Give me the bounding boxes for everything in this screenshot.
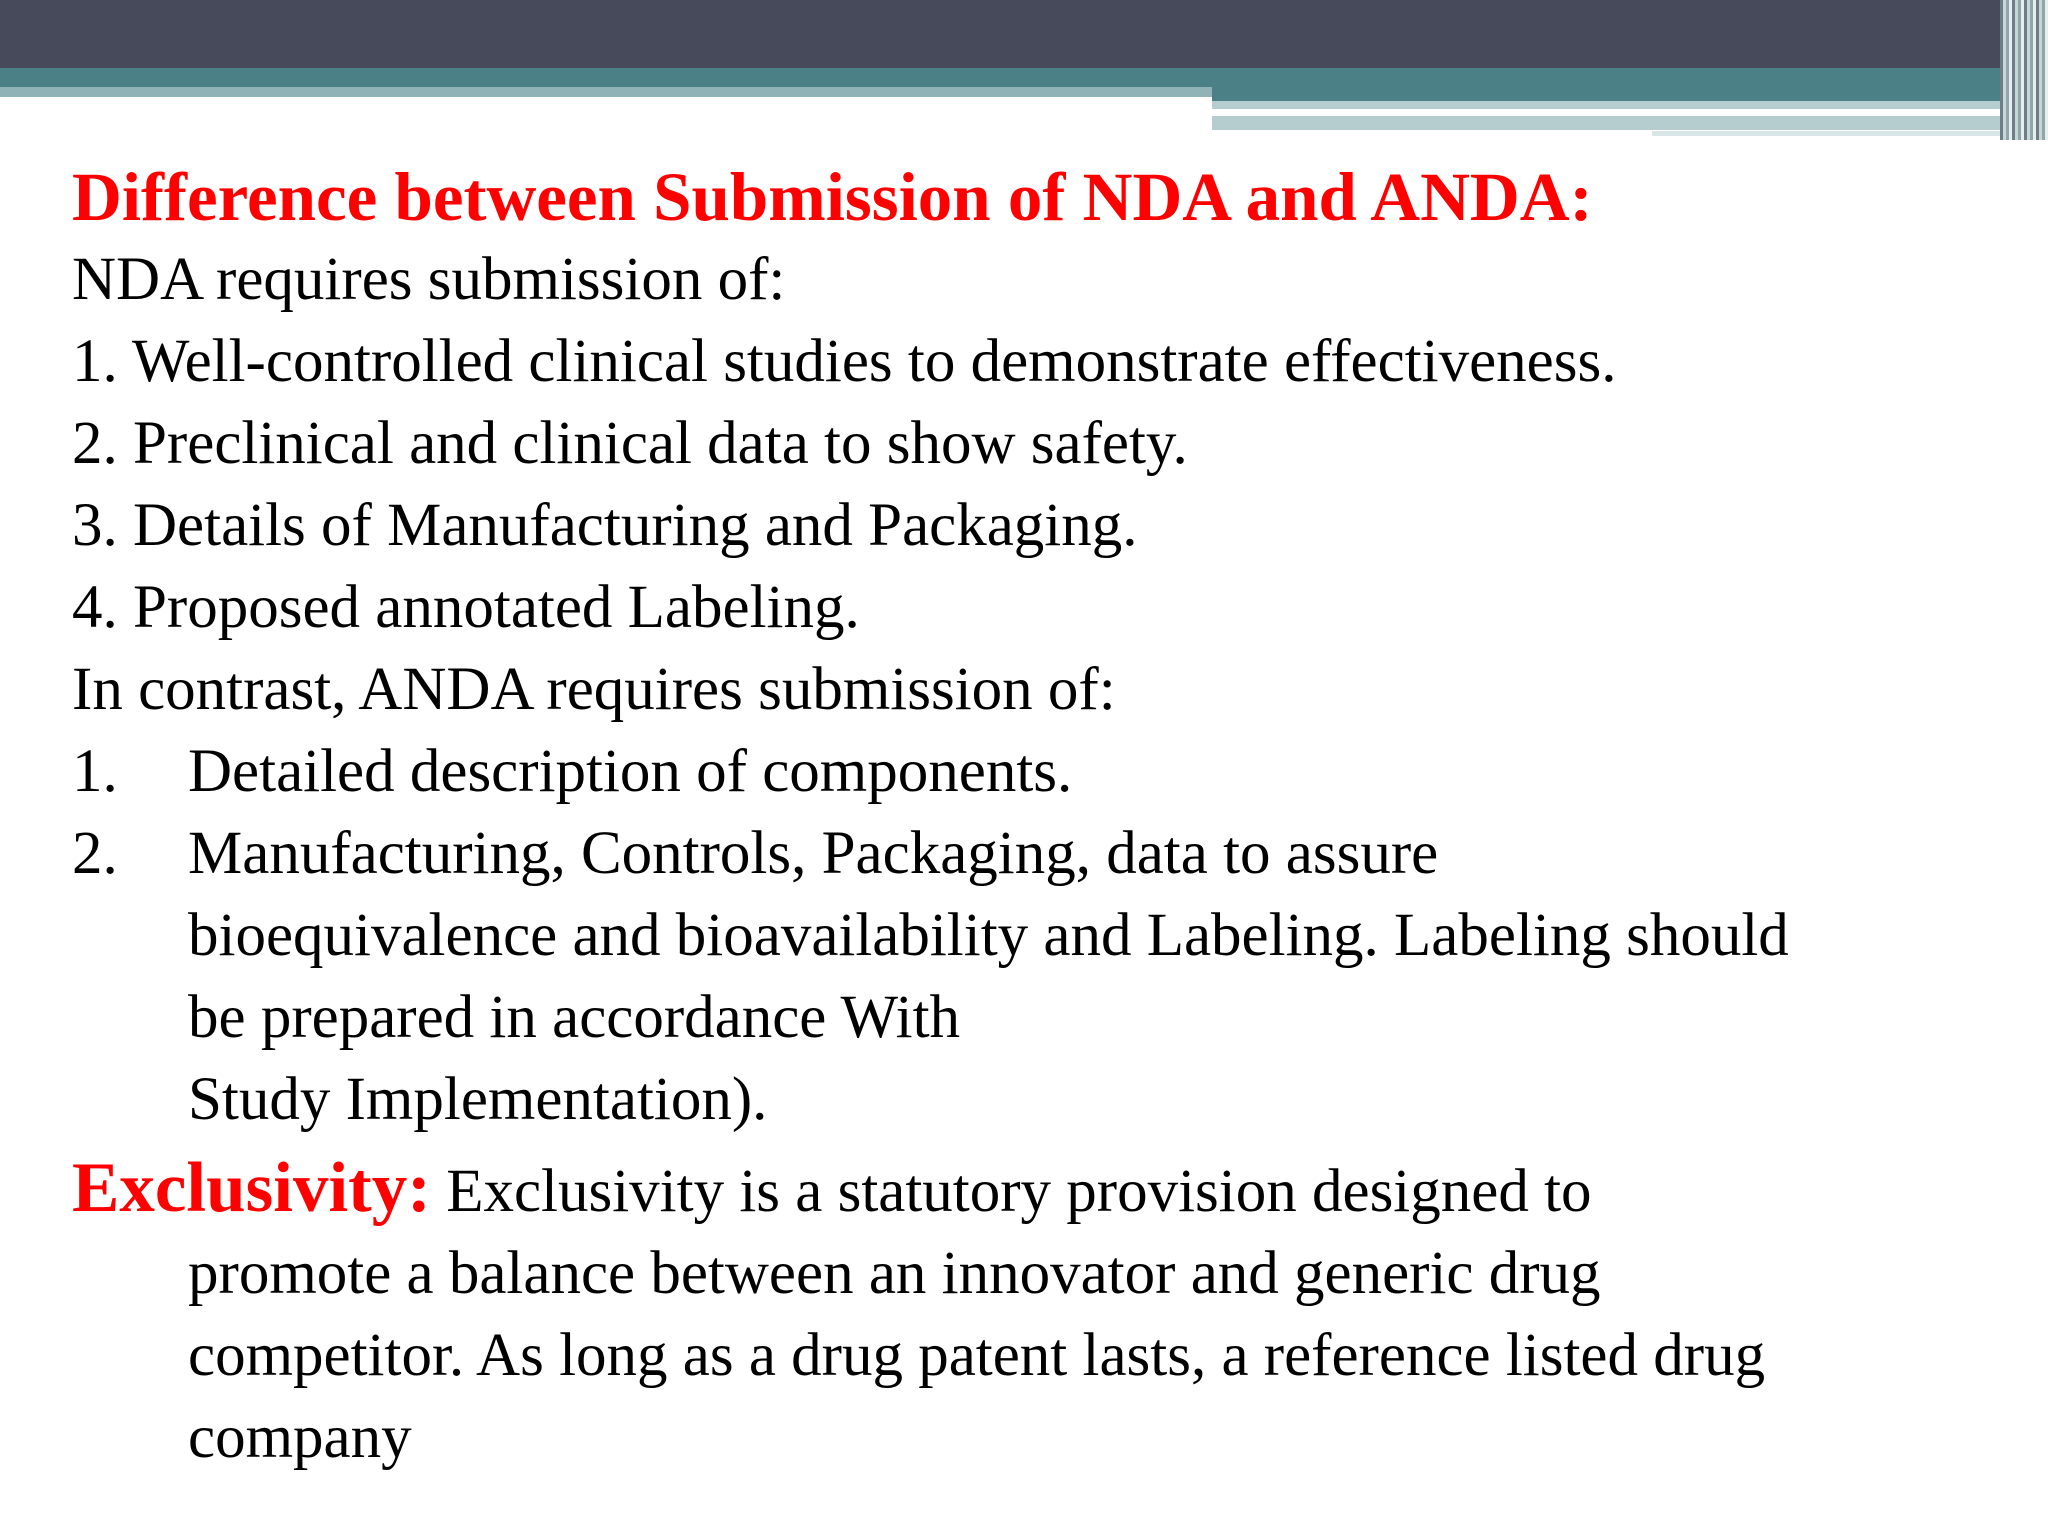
exclusivity-paragraph bbox=[72, 1147, 1992, 1479]
anda-item-line: bioequivalence and bioavailability and Labeling. Labeling should bbox=[188, 902, 1789, 969]
nda-item: 4. Proposed annotated Labeling. bbox=[72, 574, 860, 641]
exclusivity-line: company bbox=[188, 1404, 412, 1471]
nda-item: 3. Details of Manufacturing and Packaging. bbox=[72, 492, 1138, 559]
nda-item: 1. Well-controlled clinical studies to demonstrate effectiveness. bbox=[72, 328, 1617, 395]
anda-item-number: 2. bbox=[72, 820, 118, 887]
exclusivity-continuation bbox=[72, 1233, 1992, 1479]
anda-item-line: be prepared in accordance With bbox=[188, 984, 961, 1051]
anda-item-number: 1. bbox=[72, 738, 118, 805]
nda-item: 2. Preclinical and clinical data to show safety. bbox=[72, 410, 1188, 477]
exclusivity-line: promote a balance between an innovator and generic drug bbox=[188, 1240, 1601, 1307]
anda-item bbox=[72, 813, 1992, 1141]
header-bar-dark bbox=[0, 0, 2048, 68]
anda-intro: In contrast, ANDA requires submission of: bbox=[72, 656, 1116, 723]
anda-item-text bbox=[188, 813, 1992, 1141]
header-bar-light-right-lower bbox=[1212, 116, 2048, 130]
anda-item-text bbox=[188, 731, 1992, 813]
slide-body bbox=[72, 155, 1992, 1479]
header-stripe-accent bbox=[2000, 0, 2048, 140]
header-bar-light-right bbox=[1212, 101, 2048, 109]
exclusivity-label: Exclusivity: bbox=[72, 1149, 431, 1227]
anda-item-line: Detailed description of components. bbox=[188, 738, 1073, 805]
anda-item bbox=[72, 731, 1992, 813]
exclusivity-text: Exclusivity is a statutory provision designed to bbox=[430, 1158, 1592, 1225]
header-bar-teal bbox=[0, 68, 2048, 87]
slide-title: Difference between Submission of NDA and ANDA: bbox=[72, 159, 1593, 235]
exclusivity-line: competitor. As long as a drug patent lasts, a reference listed drug bbox=[188, 1322, 1766, 1389]
anda-item-line: Study Implementation). bbox=[188, 1066, 768, 1133]
exclusivity-first-line bbox=[72, 1147, 1992, 1233]
anda-item-line: Manufacturing, Controls, Packaging, data to assure bbox=[188, 820, 1439, 887]
header-bar-teal-right bbox=[1212, 87, 2048, 101]
nda-intro: NDA requires submission of: bbox=[72, 246, 786, 313]
header-bar-light bbox=[0, 87, 1212, 97]
header-divider-line-lower bbox=[1652, 131, 2048, 136]
